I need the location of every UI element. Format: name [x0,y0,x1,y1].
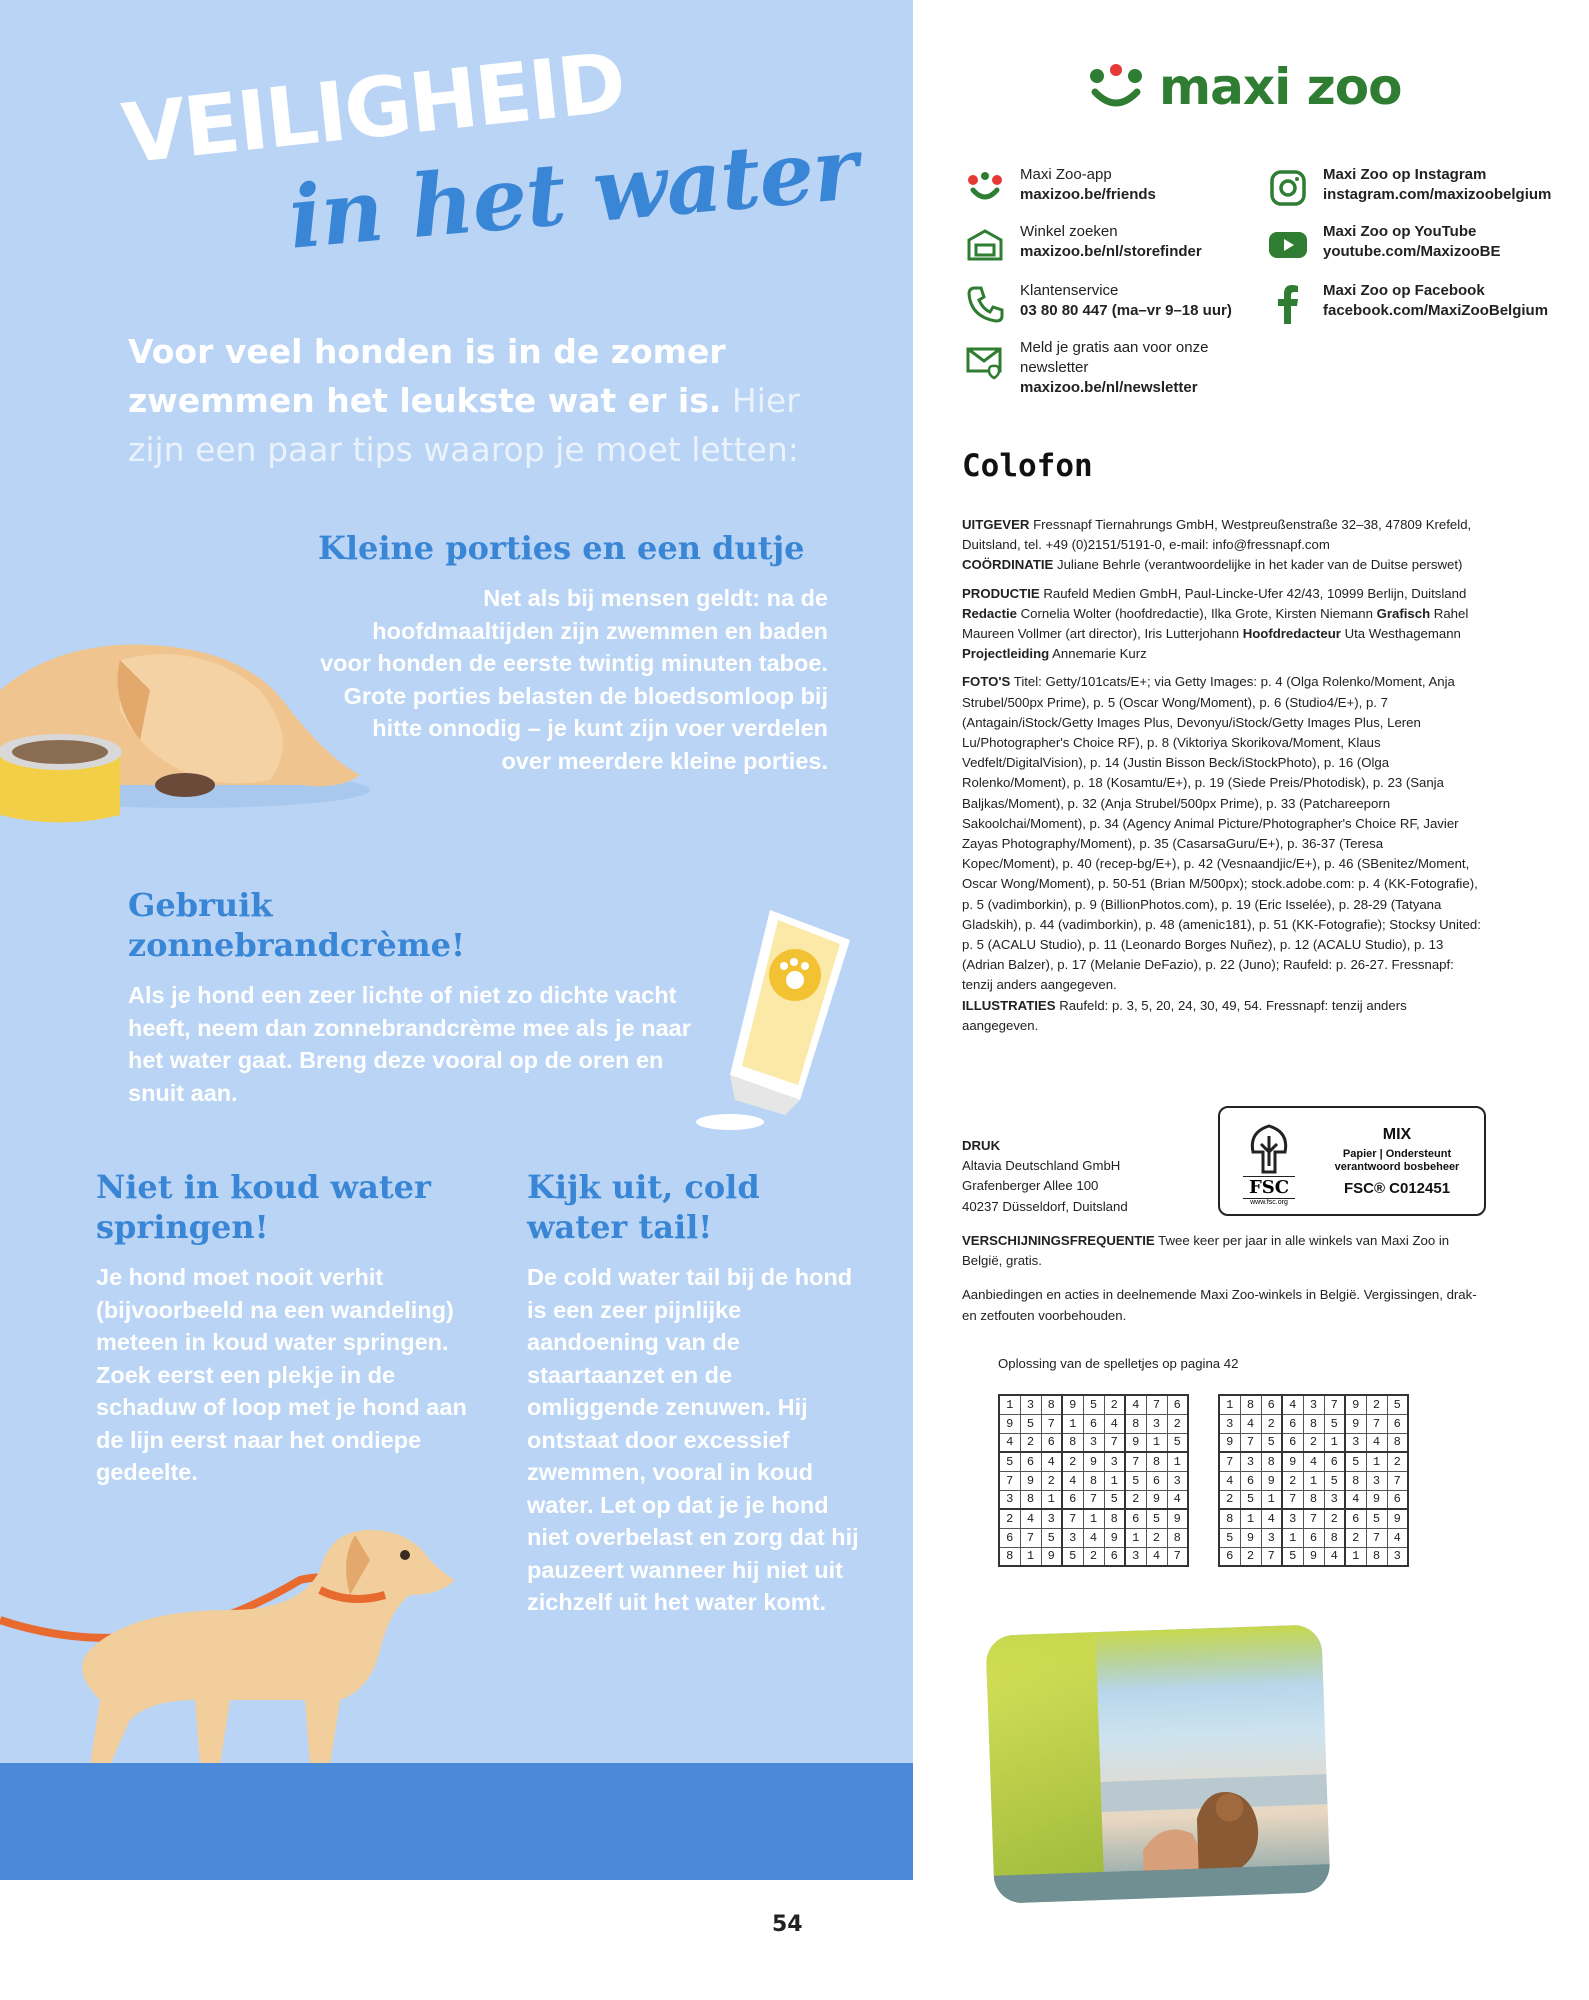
sudoku-cell: 1 [1104,1471,1125,1490]
sudoku-cell: 2 [1387,1452,1408,1471]
label: FOTO'S [962,674,1011,690]
sudoku-cell: 1 [1167,1452,1188,1471]
sudoku-cell: 3 [1083,1433,1104,1452]
sudoku-cell: 4 [1104,1414,1125,1433]
contact-title: Maxi Zoo op Facebook [1323,282,1485,299]
value: Cornelia Wolter (hoofdredactie), Ilka Grote, Kirsten Niemann [1016,605,1377,621]
label: Grafisch [1376,605,1431,621]
solutions-title: Oplossing van de spelletjes op pagina 42 [998,1356,1239,1371]
contact-url: maxizoo.be/friends [1020,186,1156,203]
contact-url: youtube.com/MaxizooBE [1323,243,1501,260]
sudoku-row [999,1433,1188,1452]
sudoku-cell: 6 [1240,1471,1261,1490]
sudoku-cell: 7 [1240,1433,1261,1452]
sudoku-cell: 7 [1387,1471,1408,1490]
value: Grafenberger Allee 100 [962,1178,1099,1194]
sudoku-cell: 3 [1104,1452,1125,1471]
sudoku-cell: 6 [1303,1528,1324,1547]
sudoku-cell: 4 [1387,1528,1408,1547]
sudoku-cell: 9 [1083,1452,1104,1471]
sudoku-cell: 5 [999,1452,1020,1471]
sudoku-cell: 1 [1125,1528,1146,1547]
colofon-frequency [962,1231,1482,1340]
dog-leash-illustration [0,1500,480,1780]
sudoku-cell: 3 [1282,1509,1303,1528]
sudoku-cell: 3 [1125,1547,1146,1566]
sudoku-cell: 8 [1240,1395,1261,1414]
sudoku-cell: 8 [1219,1509,1240,1528]
sudoku-row [999,1509,1188,1528]
page-number: 54 [772,1912,803,1937]
contact-storefinder[interactable] [962,222,1202,268]
sudoku-cell: 4 [1261,1509,1282,1528]
value: Altavia Deutschland GmbH [962,1158,1121,1174]
fsc-badge [1218,1106,1486,1216]
sudoku-cell: 7 [1324,1395,1345,1414]
value: Twee keer per jaar in alle winkels van Maxi Zoo in België, gratis. [962,1233,1450,1269]
section-sunscreen [128,885,708,1109]
section-cold-water [96,1167,486,1489]
sudoku-row [1219,1452,1408,1471]
sudoku-row [1219,1433,1408,1452]
brand-name: maxi zoo [1159,58,1402,116]
contact-url: maxizoo.be/nl/newsletter [1020,379,1198,396]
sudoku-cell: 7 [1062,1509,1083,1528]
sudoku-cell: 2 [1324,1509,1345,1528]
label: Redactie [962,605,1017,621]
sudoku-cell: 5 [1261,1433,1282,1452]
contact-title: Maxi Zoo-app [1020,166,1112,183]
value: Uta Westhagemann [1340,626,1461,642]
sudoku-cell: 6 [1219,1547,1240,1566]
value: Raufeld: p. 3, 5, 20, 24, 30, 49, 54. Fressnapf: tenzij anders aangegeven. [962,997,1407,1033]
label: VERSCHIJNINGSFREQUENTIE [962,1233,1155,1248]
mail-heart-icon [962,338,1008,384]
sudoku-cell: 7 [1083,1490,1104,1509]
sudoku-cell: 4 [1041,1452,1062,1471]
sudoku-cell: 4 [1062,1471,1083,1490]
sudoku-cell: 9 [1167,1509,1188,1528]
sudoku-cell: 7 [1167,1547,1188,1566]
section-heading: Niet in koud water springen! [96,1168,431,1246]
sudoku-cell: 1 [1303,1471,1324,1490]
sudoku-cell: 2 [1282,1471,1303,1490]
sudoku-row [1219,1509,1408,1528]
intro-rest: Hier zijn een paar tips waarop je moet letten: [128,381,800,469]
intro-text [128,327,848,474]
sudoku-cell: 3 [1240,1452,1261,1471]
contact-url: maxizoo.be/nl/storefinder [1020,243,1202,260]
sudoku-cell: 7 [1219,1452,1240,1471]
sudoku-cell: 2 [1345,1528,1366,1547]
sudoku-cell: 5 [1219,1528,1240,1547]
title-line-2: in het water [285,118,862,269]
sudoku-cell: 1 [1261,1490,1282,1509]
value: Fressnapf Tiernahrungs GmbH, Westpreußenstraße 32–38, 47809 Krefeld, Duitsland, tel. +49 (0)2151/5191-0, e-mail: info@fressnapf.com [962,517,1472,553]
section-heading: Kijk uit, cold water tail! [527,1168,760,1246]
sudoku-cell: 2 [1104,1395,1125,1414]
sudoku-cell: 6 [1125,1509,1146,1528]
sudoku-cell: 5 [1041,1528,1062,1547]
contact-instagram[interactable] [1265,165,1551,211]
sudoku-cell: 3 [1261,1528,1282,1547]
sudoku-cell: 8 [1083,1471,1104,1490]
sudoku-cell: 8 [1062,1433,1083,1452]
sudoku-cell: 9 [1387,1509,1408,1528]
section-portions [318,528,878,777]
sudoku-cell: 6 [1324,1452,1345,1471]
sudoku-cell: 1 [1366,1452,1387,1471]
fsc-paper: Papier | Ondersteunt verantwoord bosbeheer [1334,1147,1460,1173]
fsc-url: www.fsc.org [1250,1199,1288,1206]
sudoku-row [1219,1414,1408,1433]
sudoku-cell: 3 [1345,1433,1366,1452]
sudoku-row [1219,1547,1408,1566]
sudoku-cell: 9 [1219,1433,1240,1452]
sudoku-cell: 8 [1167,1528,1188,1547]
sudoku-cell: 8 [1041,1395,1062,1414]
colofon-title: Colofon [962,448,1093,484]
label: Hoofdredacteur [1242,626,1341,642]
value: Raufeld Medien GmbH, Paul-Lincke-Ufer 42/43, 10999 Berlijn, Duitsland [1039,585,1467,601]
sudoku-cell: 1 [1345,1547,1366,1566]
sudoku-cell: 9 [1303,1547,1324,1566]
sudoku-cell: 6 [1387,1414,1408,1433]
contact-url: instagram.com/maxizoobelgium [1323,186,1552,203]
sudoku-cell: 4 [1219,1471,1240,1490]
sudoku-cell: 7 [1366,1528,1387,1547]
sudoku-cell: 5 [1366,1509,1387,1528]
sudoku-cell: 2 [1219,1490,1240,1509]
sudoku-cell: 6 [1167,1395,1188,1414]
maxi-zoo-logo [1085,58,1401,116]
label: ILLUSTRATIES [962,997,1056,1013]
sudoku-cell: 9 [1345,1395,1366,1414]
sudoku-row [999,1414,1188,1433]
sudoku-cell: 2 [1083,1547,1104,1566]
sudoku-row [1219,1395,1408,1414]
sudoku-cell: 7 [1041,1414,1062,1433]
sudoku-cell: 7 [1125,1452,1146,1471]
sudoku-cell: 7 [1282,1490,1303,1509]
sudoku-row [999,1395,1188,1414]
sudoku-cell: 5 [1146,1509,1167,1528]
sudoku-cell: 8 [1104,1509,1125,1528]
sudoku-cell: 5 [1062,1547,1083,1566]
intro-bold: Voor veel honden is in de zomer zwemmen het leukste wat er is. [128,332,726,420]
sudoku-cell: 8 [1303,1490,1324,1509]
sudoku-cell: 1 [1219,1395,1240,1414]
label: Projectleiding [962,646,1050,662]
sudoku-cell: 7 [1303,1509,1324,1528]
sudoku-cell: 3 [1387,1547,1408,1566]
sunscreen-tube-icon [690,900,860,1140]
fsc-code: FSC® C012451 [1343,1179,1451,1197]
sudoku-cell: 9 [1041,1547,1062,1566]
sudoku-cell: 5 [1083,1395,1104,1414]
value: Rahel Maureen Vollmer (art director), Iris Lutterjohann [962,605,1469,642]
water-band [0,1763,913,1880]
value: Annemarie Kurz [1049,646,1147,662]
sudoku-cell: 9 [1062,1395,1083,1414]
sudoku-cell: 5 [1020,1414,1041,1433]
sudoku-row [999,1471,1188,1490]
sudoku-cell: 1 [1041,1490,1062,1509]
label: PRODUCTIE [962,585,1040,601]
sudoku-cell: 6 [1062,1490,1083,1509]
sudoku-cell: 8 [1345,1471,1366,1490]
sudoku-cell: 4 [1020,1509,1041,1528]
contact-customer-service[interactable] [962,281,1232,327]
sudoku-cell: 4 [1146,1547,1167,1566]
store-icon [962,222,1008,268]
sudoku-cell: 8 [1303,1414,1324,1433]
sudoku-cell: 7 [1366,1414,1387,1433]
title-line-1: VEILIGHEID [118,35,629,183]
sudoku-cell: 4 [1303,1452,1324,1471]
fsc-mix: MIX [1382,1125,1412,1143]
colofon-productie [962,584,1482,665]
paw-logo-icon [1085,62,1147,112]
sudoku-cell: 2 [1146,1528,1167,1547]
sudoku-cell: 1 [1083,1509,1104,1528]
contact-title: Klantenservice [1020,282,1119,299]
contact-newsletter[interactable] [962,338,1220,398]
section-body: Net als bij mensen geldt: na de hoofdmaaltijden zijn zwemmen en baden voor honden de eerste twintig minuten taboe. Grote porties belasten de bloedsomloop bij hitte onnodig – je kunt zijn voer verdelen over meerdere kleine porties. [320,585,828,774]
sudoku-cell: 9 [999,1414,1020,1433]
sudoku-cell: 3 [1324,1490,1345,1509]
value: Juliane Behrle (verantwoordelijke in het kader van de Duitse perswet) [1053,557,1463,573]
sudoku-cell: 7 [1104,1433,1125,1452]
sudoku-cell: 6 [1041,1433,1062,1452]
sudoku-cell: 1 [1282,1528,1303,1547]
sudoku-cell: 7 [999,1471,1020,1490]
sudoku-cell: 8 [1261,1452,1282,1471]
contact-title: Maxi Zoo op Instagram [1323,166,1487,183]
sudoku-cell: 1 [1020,1547,1041,1566]
sudoku-cell: 3 [999,1490,1020,1509]
sudoku-solution-2 [1218,1394,1409,1567]
sudoku-cell: 3 [1146,1414,1167,1433]
sudoku-cell: 2 [999,1509,1020,1528]
sudoku-cell: 1 [1062,1414,1083,1433]
sudoku-cell: 3 [1167,1471,1188,1490]
sudoku-row [999,1490,1188,1509]
sudoku-cell: 4 [1167,1490,1188,1509]
sudoku-cell: 9 [1345,1414,1366,1433]
sudoku-cell: 6 [1261,1395,1282,1414]
sudoku-cell: 6 [1345,1509,1366,1528]
sudoku-row [1219,1528,1408,1547]
contact-title: Maxi Zoo op YouTube [1323,223,1477,240]
sudoku-cell: 7 [1020,1528,1041,1547]
instagram-icon [1265,165,1311,211]
offers-line: Aanbiedingen en acties in deelnemende Maxi Zoo-winkels in België. Vergissingen, drak- en zetfouten voorbehouden. [962,1287,1477,1323]
sudoku-cell: 4 [1345,1490,1366,1509]
sudoku-cell: 4 [1083,1528,1104,1547]
sudoku-cell: 1 [1146,1433,1167,1452]
sudoku-cell: 6 [1387,1490,1408,1509]
colofon-uitgever [962,515,1482,576]
sudoku-cell: 2 [1041,1471,1062,1490]
sudoku-cell: 4 [1125,1395,1146,1414]
dog-in-tent-image [985,1624,1330,1904]
sudoku-cell: 9 [1366,1490,1387,1509]
youtube-icon [1265,222,1311,268]
sudoku-cell: 2 [1303,1433,1324,1452]
fsc-text [1318,1126,1476,1197]
sudoku-cell: 5 [1345,1452,1366,1471]
facebook-icon [1265,281,1311,327]
contact-title: Winkel zoeken [1020,223,1118,240]
sudoku-cell: 6 [1282,1414,1303,1433]
contact-url: 03 80 80 447 (ma–vr 9–18 uur) [1020,302,1232,319]
sudoku-cell: 4 [1366,1433,1387,1452]
sudoku-cell: 5 [1387,1395,1408,1414]
sudoku-cell: 9 [1261,1471,1282,1490]
sudoku-cell: 5 [1324,1414,1345,1433]
colofon-druk [962,1136,1192,1217]
sudoku-cell: 1 [1240,1509,1261,1528]
sudoku-cell: 5 [1167,1433,1188,1452]
sudoku-cell: 3 [1020,1395,1041,1414]
sudoku-cell: 9 [1146,1490,1167,1509]
sudoku-cell: 2 [1125,1490,1146,1509]
sudoku-row [1219,1471,1408,1490]
sudoku-row [999,1452,1188,1471]
sudoku-cell: 6 [1146,1471,1167,1490]
section-body: Als je hond een zeer lichte of niet zo dichte vacht heeft, neem dan zonnebrandcrème mee als je naar het water gaat. Breng deze vooral op de oren en snuit aan. [128,982,691,1106]
sudoku-cell: 2 [1261,1414,1282,1433]
sudoku-cell: 4 [999,1433,1020,1452]
sudoku-cell: 3 [1219,1414,1240,1433]
sudoku-cell: 7 [1261,1547,1282,1566]
sudoku-cell: 8 [1020,1490,1041,1509]
sudoku-cell: 2 [1062,1452,1083,1471]
tent-dog-photo [985,1624,1330,1904]
sudoku-solution-1 [998,1394,1189,1567]
phone-icon [962,281,1008,327]
label: COÖRDINATIE [962,557,1054,573]
section-cold-water-tail [527,1167,867,1619]
sudoku-cell: 4 [1240,1414,1261,1433]
section-body: De cold water tail bij de hond is een zeer pijnlijke aandoening van de staartaanzet en de omliggende zenuwen. Hij ontstaat door excessief zwemmen, vooral in koud water. Let op dat je je hond niet overbelast en zorg dat hij pauzeert wanneer hij niet uit zichzelf uit het water komt. [527,1264,859,1615]
sudoku-cell: 9 [1282,1452,1303,1471]
sudoku-cell: 9 [1104,1528,1125,1547]
sudoku-cell: 7 [1146,1395,1167,1414]
section-body: Je hond moet nooit verhit (bijvoorbeeld na een wandeling) meteen in koud water springen. Zoek eerst een plekje in de schaduw of loop met je hond aan de lijn eerst naar het ondiepe gedeelte. [96,1264,467,1485]
sudoku-row [999,1528,1188,1547]
sudoku-cell: 8 [1146,1452,1167,1471]
sudoku-cell: 4 [1282,1395,1303,1414]
label: UITGEVER [962,517,1030,532]
sudoku-row [1219,1490,1408,1509]
contact-title: Meld je gratis aan voor onze newsletter [1020,339,1209,376]
frequency-line [962,1231,1482,1271]
sudoku-cell: 6 [999,1528,1020,1547]
sudoku-row [999,1547,1188,1566]
sudoku-cell: 3 [1062,1528,1083,1547]
contact-app[interactable] [962,165,1156,211]
sudoku-cell: 2 [1240,1547,1261,1566]
sudoku-cell: 8 [1366,1547,1387,1566]
sudoku-cell: 5 [1240,1490,1261,1509]
fsc-tree-icon [1228,1116,1310,1206]
section-heading: Gebruik zonnebrandcrème! [128,886,465,964]
paw-heart-icon [962,165,1008,211]
contact-facebook[interactable] [1265,281,1548,327]
sudoku-cell: 5 [1125,1471,1146,1490]
sudoku-cell: 8 [1387,1433,1408,1452]
sudoku-cell: 4 [1324,1547,1345,1566]
label: DRUK [962,1138,1001,1153]
sudoku-cell: 5 [1282,1547,1303,1566]
contact-youtube[interactable] [1265,222,1501,268]
sudoku-cell: 3 [1366,1471,1387,1490]
fsc-logo-label: FSC [1243,1176,1295,1199]
contact-url: facebook.com/MaxiZooBelgium [1323,302,1549,319]
sudoku-cell: 5 [1104,1490,1125,1509]
sudoku-cell: 6 [1083,1414,1104,1433]
colofon-fotos [962,672,1482,1036]
sudoku-cell: 3 [1041,1509,1062,1528]
sudoku-cell: 6 [1282,1433,1303,1452]
sudoku-cell: 8 [999,1547,1020,1566]
value: 40237 Düsseldorf, Duitsland [962,1198,1128,1214]
sudoku-cell: 1 [999,1395,1020,1414]
value: Titel: Getty/101cats/E+; via Getty Images: p. 4 (Olga Rolenko/Moment, Anja Strubel/500px Prime), p. 5 (Oscar Wong/Moment), p. 6 (Studio4/E+), p. 7 (Antagain/iStock/Getty Images Plus, Devonyu/iStock/Getty Images Plus, Leren Lu/Photographer's Choice RF), p. 8 (Viktoriya Skorikova/Moment, Klaus Vedfelt/DigitalVision), p. 14 (Justin Bisson Beck/iStockPhoto), p. 16 (Olga Rolenko/Moment), p. 18 (Kosamtu/E+), p. 19 (Siede Preis/Photodisk), p. 23 (Sanja Baljkas/Moment), p. 32 (Anja Strubel/500px Prime), p. 33 (Patchareeporn Sakoolchai/Moment), p. 34 (Agency Animal Picture/Photographer's Choice RF, Javier Zayas Photography/Moment), p. 35 (CasarsaGuru/E+), p. 36-37 (Teresa Kopec/Moment), p. 40 (recep-bg/E+), p. 42 (Vesnaandjic/E+), p. 46 (SBenitez/Moment, Oscar Wong/Moment), p. 50-51 (Brian M/500px); stock.adobe.com: p. 4 (KK-Fotografie), p. 5 (vadimborkin), p. 9 (BillionPhotos.com), p. 19 (Eric Isselée), p. 28-29 (Tatyana Gladskih), p. 44 (vadimborkin), p. 48 (amenic181), p. 51 (KK-Fotografie); Stocksy United: p. 5 (ACALU Studio), p. 11 (Leonardo Borges Nuñez), p. 12 (ACALU Studio), p. 13 (Adrian Balzer), p. 17 (Melanie DeFazio), p. 22 (Juno); Raufeld: p. 26-27. Fressnapf: tenzij anders aangegeven. [962,674,1481,993]
sudoku-cell: 9 [1125,1433,1146,1452]
sudoku-cell: 8 [1125,1414,1146,1433]
sudoku-cell: 1 [1324,1433,1345,1452]
sudoku-cell: 2 [1020,1433,1041,1452]
sudoku-cell: 2 [1366,1395,1387,1414]
colofon-body [962,515,1482,1044]
sudoku-cell: 6 [1020,1452,1041,1471]
sudoku-cell: 9 [1020,1471,1041,1490]
section-heading: Kleine porties en een dutje [318,529,805,567]
sudoku-cell: 9 [1240,1528,1261,1547]
sudoku-cell: 8 [1324,1528,1345,1547]
sudoku-cell: 2 [1167,1414,1188,1433]
sudoku-cell: 3 [1303,1395,1324,1414]
sudoku-cell: 6 [1104,1547,1125,1566]
sudoku-cell: 5 [1324,1471,1345,1490]
